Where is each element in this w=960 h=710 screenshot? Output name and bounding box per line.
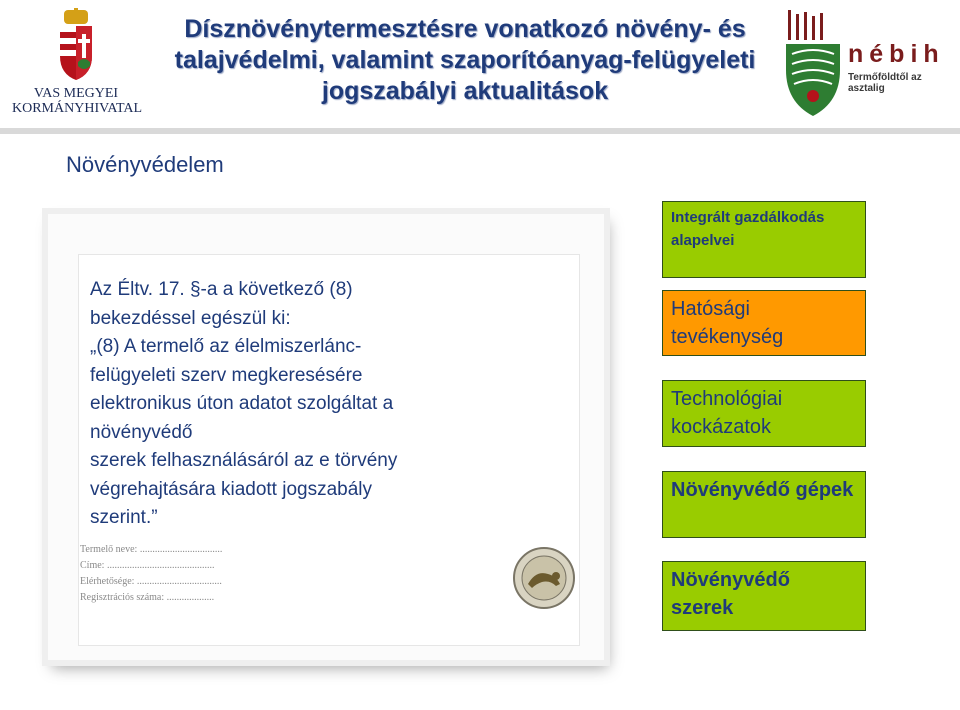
box-plant-protection-machines[interactable]: Növényvédő gépek [662, 471, 866, 538]
form-fields [80, 542, 222, 606]
quote-line: szerint.” [90, 507, 158, 528]
coat-of-arms-icon [56, 8, 96, 82]
nebih-emblem-icon [782, 10, 844, 118]
form-field-contact: Elérhetősége: .................................. [80, 576, 222, 587]
quote-line: bekezdéssel egészül ki: [90, 307, 291, 329]
box-technological-risks[interactable]: Technológiai kockázatok [662, 380, 866, 447]
form-field-registration: Regisztrációs száma: ................... [80, 592, 215, 603]
vas-logo-line1: VAS MEGYEI [33, 86, 119, 101]
nebih-name: nébih [848, 40, 945, 68]
form-field-name: Termelő neve: ................................. [80, 544, 223, 555]
quote-line: szerek felhasználásáról az e törvény [90, 450, 398, 471]
quote-line: Az Éltv. 17. §-a a következő (8) [90, 279, 353, 300]
title-line-1: Dísznövénytermesztésre vonatkozó növény- és [184, 15, 746, 43]
nebih-tagline: Termőföldtől az asztalig [848, 72, 922, 94]
seal-icon [512, 546, 576, 610]
vas-logo-text [12, 86, 143, 116]
box-authority-activity[interactable]: Hatósági tevékenység [662, 290, 866, 356]
title-line-2: talajvédelmi, valamint szaporítóanyag-felügyeleti [174, 46, 756, 74]
box-integrated-farming[interactable]: Integrált gazdálkodás alapelvei [662, 201, 866, 278]
quote-line: növényvédő [90, 421, 193, 443]
quote-line: végrehajtására kiadott jogszabály [90, 478, 373, 500]
header-bar [0, 0, 960, 134]
title-line-3: jogszabályi aktualitások [321, 77, 609, 105]
nebih-logo [782, 10, 958, 120]
form-field-address: Címe: ........................................... [80, 560, 215, 571]
vas-logo-line2: KORMÁNYHIVATAL [12, 101, 143, 116]
quote-line: felügyeleti szerv megkeresésére [90, 364, 363, 386]
section-title: Növényvédelem [66, 152, 224, 177]
law-quote [90, 276, 530, 533]
page-title [150, 14, 780, 107]
quote-line: elektronikus úton adatot szolgáltat a [90, 393, 394, 414]
box-plant-protection-products[interactable]: Növényvédő szerek [662, 561, 866, 631]
vas-megyei-kormanyhivatal-logo [12, 8, 143, 118]
quote-line: „(8) A termelő az élelmiszerlánc- [90, 336, 362, 357]
